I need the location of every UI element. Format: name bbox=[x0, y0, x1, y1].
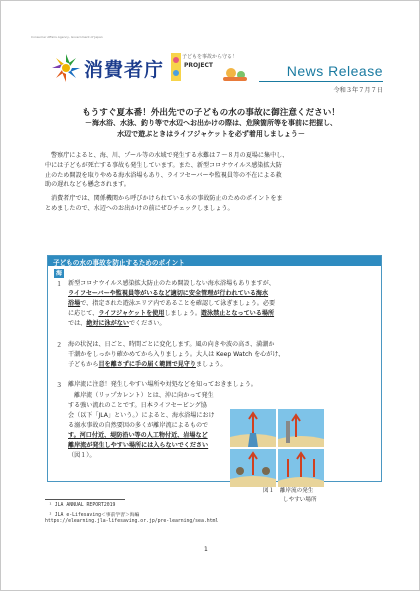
item-2-line: 子どもから目を離さずに手の届く範囲で見守りましょう。 bbox=[68, 361, 227, 368]
rip-current-figure bbox=[230, 409, 324, 487]
item-number: １ bbox=[56, 281, 63, 288]
intro-line: 中には子どもが死亡する事故も発生しています。また、新型コロナウイルス感染拡大防 bbox=[45, 161, 282, 169]
release-date: 令和３年７月７日 bbox=[333, 87, 383, 94]
intro-paragraph-1 bbox=[45, 151, 385, 190]
intro-line: とめましたので、水辺へのお出かけの前にぜひチェックしましょう。 bbox=[45, 204, 234, 212]
item-3-line: 離岸流に注意！発生しやすい場所や対処などを知っておきましょう。 bbox=[68, 381, 257, 388]
page-number: 1 bbox=[204, 546, 208, 553]
item-3-line: る溺水事故の自然要因の多くが離岸流によるもので bbox=[68, 422, 209, 429]
intro-line: 消費者庁では、関係機関から呼びかけられている水の事故防止のためのポイントをま bbox=[51, 195, 283, 202]
item-3-line: す。河口付近、堤防沿い等の人工物付近、岩場など bbox=[68, 432, 208, 439]
header-divider bbox=[259, 81, 383, 82]
item-3-line: 離岸流が発生しやすい場所には入らないでください bbox=[68, 442, 209, 449]
item-3-line: （図１）。 bbox=[68, 452, 96, 459]
footnote-1: ¹ JLA ANNUAL REPORT2019 bbox=[49, 503, 116, 508]
item-3-line: 会（以下「JLA」という。）によると、海水浴場におけ bbox=[68, 412, 215, 419]
item-2-line: 干潮かをしっかり確かめてから入りましょう。大人は Keep Watch を心がけ、 bbox=[68, 351, 285, 358]
project-slogan: 子どもを事故から守る！ bbox=[182, 54, 238, 60]
item-number: ３ bbox=[56, 382, 63, 389]
page-title: もうすぐ夏本番！外出先での子どもの水の事故に御注意ください！ bbox=[82, 108, 340, 118]
figure-caption: 図１ 離岸流の発生 bbox=[263, 488, 314, 494]
item-1-line: 新型コロナウイルス感染拡大防止のため開設しない海水浴場もありますが、 bbox=[68, 280, 275, 287]
item-1-line: に応じて、ライフジャケットを使用しましょう。遊泳禁止となっている場所 bbox=[68, 310, 275, 317]
intro-paragraph-2 bbox=[45, 194, 385, 214]
footnote-divider bbox=[45, 499, 125, 500]
item-3-line: する強い流れのことです。日本ライフセービング協 bbox=[68, 402, 207, 409]
figure-caption-continued: しやすい場所 bbox=[283, 497, 317, 503]
intro-line: 止のため開設を取りやめる海水浴場もあり、ライフセーバーや監視員等の不在による救 bbox=[45, 171, 282, 179]
agency-logo-icon bbox=[51, 53, 81, 83]
agency-english-name: Consumer Affairs Agency, Government of Japan bbox=[31, 35, 103, 39]
item-number: ２ bbox=[56, 342, 63, 349]
item-1-line: 浴場で、指定された遊泳エリア内であることを確認して泳ぎましょう。必要 bbox=[68, 300, 276, 307]
box-heading: 子どもの水の事故を防止するためのポイント bbox=[53, 259, 185, 267]
item-3-line: 離岸流（リップカレント）とは、沖に向かって発生 bbox=[74, 392, 214, 399]
project-label: PROJECT bbox=[184, 62, 213, 69]
intro-line: 警察庁によると、海、川、プール等の水域で発生する水難は７～８月の夏場に集中し、 bbox=[51, 152, 289, 159]
footnote-link[interactable]: https://elearning.jla-lifesaving.or.jp/pre-learning/sea.html bbox=[45, 519, 219, 524]
item-2-line: 海の状況は、日ごと、時間ごとに変化します。風の向きや波の高さ、満潮か bbox=[68, 341, 275, 348]
box-header bbox=[48, 256, 381, 266]
item-1-line: では、絶対に泳がないでください。 bbox=[68, 320, 166, 327]
sea-tag: 海 bbox=[55, 270, 62, 277]
intro-line: 助の遅れなども懸念されます。 bbox=[45, 181, 130, 189]
prevention-points-box bbox=[47, 255, 382, 482]
subtitle-line-1: －海水浴、水泳、釣り等で水辺へお出かけの際は、危険箇所等を事前に把握し、 bbox=[85, 119, 337, 127]
footnote-2: ² JLA e-Lifesaving＜事前学習＞海編 bbox=[49, 513, 140, 518]
news-release-label: News Release bbox=[286, 63, 383, 79]
subtitle-line-2: 水辺で遊ぶときはライフジャケットを必ず着用しましょう－ bbox=[117, 130, 305, 138]
agency-logo-text: 消費者庁 bbox=[84, 59, 165, 81]
item-1-line: ライフセーバーや監視員等がいるなど適切に安全管理が行われている海水 bbox=[68, 290, 269, 297]
